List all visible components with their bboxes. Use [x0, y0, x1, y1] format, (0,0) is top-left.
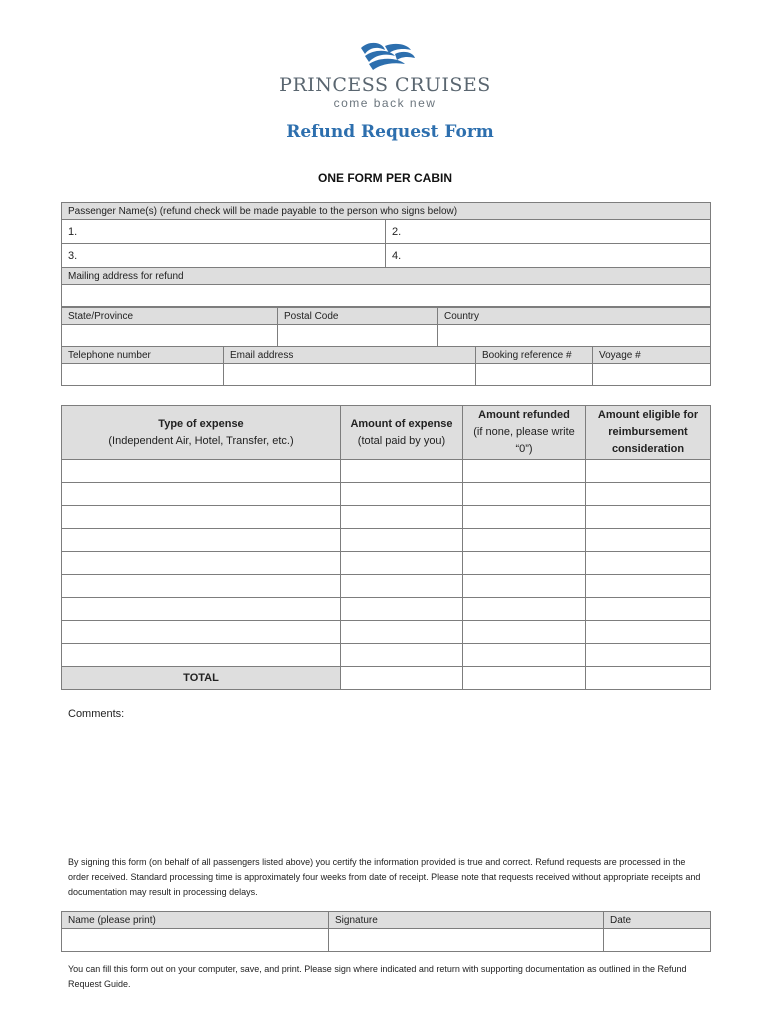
brand-tagline: come back new [333, 96, 437, 110]
voyage-field[interactable] [593, 364, 711, 386]
mailing-address-field[interactable] [62, 285, 711, 307]
comments-label: Comments: [68, 708, 125, 720]
expense-row [62, 552, 711, 575]
postal-code-field[interactable] [278, 325, 438, 347]
expense-row [62, 529, 711, 552]
expense-row [62, 483, 711, 506]
passenger-name-field-1[interactable]: 1. [62, 220, 386, 244]
email-label: Email address [224, 347, 476, 364]
expense-eligible-cell[interactable] [586, 529, 711, 552]
expense-eligible-cell[interactable] [586, 621, 711, 644]
expense-type-cell[interactable] [62, 644, 341, 667]
total-label: TOTAL [62, 667, 341, 690]
passenger-names-table [61, 202, 711, 307]
expense-type-title: Type of expense [158, 417, 244, 430]
expense-refunded-cell[interactable] [463, 598, 586, 621]
expense-row [62, 598, 711, 621]
expense-eligible-cell[interactable] [586, 506, 711, 529]
passenger-name-field-2[interactable]: 2. [386, 220, 711, 244]
expense-eligible-cell[interactable] [586, 460, 711, 483]
amount-eligible-header [586, 406, 711, 460]
signature-table [61, 911, 711, 952]
expense-amount-cell[interactable] [341, 460, 463, 483]
expense-refunded-cell[interactable] [463, 575, 586, 598]
expense-amount-cell[interactable] [341, 506, 463, 529]
expense-amount-cell[interactable] [341, 621, 463, 644]
princess-cruises-logo-icon [355, 40, 417, 74]
name-print-field[interactable] [62, 929, 329, 952]
expense-type-cell[interactable] [62, 621, 341, 644]
expense-amount-cell[interactable] [341, 483, 463, 506]
passenger-name-field-3[interactable]: 3. [62, 244, 386, 268]
expense-eligible-cell[interactable] [586, 644, 711, 667]
date-field[interactable] [604, 929, 711, 952]
expense-type-cell[interactable] [62, 552, 341, 575]
expense-row [62, 644, 711, 667]
total-eligible-cell[interactable] [586, 667, 711, 690]
amount-refunded-header [463, 406, 586, 460]
brand-name: PRINCESS CRUISES [279, 74, 491, 96]
expense-type-cell[interactable] [62, 460, 341, 483]
comments-field[interactable] [61, 726, 710, 846]
country-field[interactable] [438, 325, 711, 347]
passenger-name-field-4[interactable]: 4. [386, 244, 711, 268]
expense-amount-cell[interactable] [341, 529, 463, 552]
expense-row [62, 575, 711, 598]
name-print-label: Name (please print) [62, 912, 329, 929]
expense-table [61, 405, 711, 690]
amount-expense-header [341, 406, 463, 460]
form-title: Refund Request Form [286, 122, 494, 142]
voyage-label: Voyage # [593, 347, 711, 364]
passenger-names-label: Passenger Name(s) (refund check will be made payable to the person who signs below) [62, 203, 711, 220]
booking-reference-field[interactable] [476, 364, 593, 386]
date-label: Date [604, 912, 711, 929]
address-details-table [61, 307, 711, 347]
total-row [62, 667, 711, 690]
expense-eligible-cell[interactable] [586, 483, 711, 506]
form-subtitle: ONE FORM PER CABIN [317, 171, 452, 185]
expense-type-cell[interactable] [62, 575, 341, 598]
certification-text: By signing this form (on behalf of all passengers listed above) you certify the information provided is true and correct. Refund requests are processed in the order received. Standard processing time is approximately four weeks from date of receipt. Please note that requests received without appropriate receipts and documentation may result in processing delays. [68, 857, 701, 897]
telephone-field[interactable] [62, 364, 224, 386]
expense-refunded-cell[interactable] [463, 644, 586, 667]
expense-row [62, 621, 711, 644]
amount-expense-subtitle: (total paid by you) [357, 434, 446, 447]
booking-reference-label: Booking reference # [476, 347, 593, 364]
expense-eligible-cell[interactable] [586, 575, 711, 598]
footer-instructions: You can fill this form out on your computer, save, and print. Please sign where indicated and return with supporting documentation as outlined in the Refund Request Guide. [68, 964, 687, 989]
signature-label: Signature [329, 912, 604, 929]
total-amount-cell[interactable] [341, 667, 463, 690]
amount-eligible-title: Amount eligible for reimbursement consideration [597, 409, 699, 455]
expense-type-cell[interactable] [62, 506, 341, 529]
expense-type-cell[interactable] [62, 598, 341, 621]
expense-refunded-cell[interactable] [463, 621, 586, 644]
contact-table [61, 346, 711, 386]
amount-refunded-subtitle: (if none, please write “0”) [473, 426, 575, 455]
expense-refunded-cell[interactable] [463, 552, 586, 575]
expense-amount-cell[interactable] [341, 644, 463, 667]
expense-amount-cell[interactable] [341, 598, 463, 621]
expense-refunded-cell[interactable] [463, 506, 586, 529]
state-province-field[interactable] [62, 325, 278, 347]
expense-type-cell[interactable] [62, 483, 341, 506]
expense-type-subtitle: (Independent Air, Hotel, Transfer, etc.) [108, 434, 294, 447]
amount-refunded-title: Amount refunded [478, 409, 570, 421]
postal-code-label: Postal Code [278, 308, 438, 325]
email-field[interactable] [224, 364, 476, 386]
total-refunded-cell[interactable] [463, 667, 586, 690]
mailing-address-label: Mailing address for refund [62, 268, 711, 285]
expense-type-header [62, 406, 341, 460]
expense-amount-cell[interactable] [341, 575, 463, 598]
amount-expense-title: Amount of expense [350, 417, 453, 430]
expense-row [62, 460, 711, 483]
expense-amount-cell[interactable] [341, 552, 463, 575]
telephone-label: Telephone number [62, 347, 224, 364]
expense-type-cell[interactable] [62, 529, 341, 552]
expense-eligible-cell[interactable] [586, 552, 711, 575]
expense-refunded-cell[interactable] [463, 529, 586, 552]
state-province-label: State/Province [62, 308, 278, 325]
expense-refunded-cell[interactable] [463, 483, 586, 506]
expense-row [62, 506, 711, 529]
expense-refunded-cell[interactable] [463, 460, 586, 483]
country-label: Country [438, 308, 711, 325]
signature-field[interactable] [329, 929, 604, 952]
expense-eligible-cell[interactable] [586, 598, 711, 621]
